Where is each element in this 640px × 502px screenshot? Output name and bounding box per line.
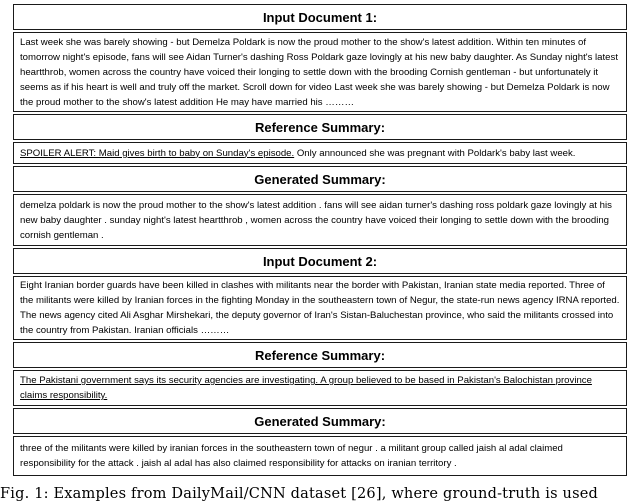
reference-summary-1-plain: Only announced she was pregnant with Poldark's baby last week. — [294, 147, 576, 159]
input-document-2-header — [13, 248, 627, 274]
generated-summary-2-header — [13, 408, 627, 434]
input-document-2-title: Input Document 2: — [262, 253, 378, 269]
reference-summary-2-text: The Pakistani government says its security agencies are investigating. A group believed to be based in Pakistan's Balochistan province claims responsibility. — [20, 375, 592, 401]
generated-summary-1-text: demelza poldark is now the proud mother to the show's latest addition . fans will see aidan turner's dashing ross poldark gaze lovingly at his new baby daughter . sunday night's latest heartthrob , women across the country have voiced their longing to settle down with the brooding cornish gentleman . — [20, 199, 612, 241]
input-document-1-body — [13, 32, 627, 112]
reference-summary-1-text — [20, 146, 620, 161]
generated-summary-2-title: Generated Summary: — [254, 413, 386, 429]
generated-summary-1-title: Generated Summary: — [254, 171, 386, 187]
reference-summary-1-title: Reference Summary: — [254, 119, 386, 135]
input-document-1-title: Input Document 1: — [262, 9, 378, 25]
generated-summary-1-header — [13, 166, 627, 192]
input-document-1-header — [13, 4, 627, 30]
reference-summary-2-body — [13, 370, 627, 406]
reference-summary-2-header — [13, 342, 627, 368]
input-document-1-text: Last week she was barely showing - but Demelza Poldark is now the proud mother to the show's latest addition. Within ten minutes of tomorrow night's episode, fans will see Aidan Turner's dashing Ross Poldark gaze lovingly at his new baby daughter. As Sunday night's latest heartthrob, women across the country have voiced their longing to settle down with the brooding Cornish gentleman - but unfortunately it seems as if his heart is well and truly off the market. Scroll down for video Last week she was barely showing - but Demelza Poldark is now the proud mother to the show's latest addition He may have married his ……… — [20, 36, 618, 108]
input-document-2-text: Eight Iranian border guards have been killed in clashes with militants near the border with Pakistan, Iranian state media reported. Three of the militants were killed by Iranian forces in the fighting Monday in the southeastern town of Negur, the state-run news agency IRNA reported. The news agency cited Ali Asghar Mirshekari, the deputy governor of Iran's Sistan-Baluchestan province, who said the militants crossed into the country from Pakistan. Iranian officials ……… — [20, 280, 620, 336]
reference-summary-2-title: Reference Summary: — [254, 347, 386, 363]
input-document-2-body — [13, 276, 627, 340]
reference-summary-1-underlined: SPOILER ALERT: Maid gives birth to baby on Sunday's episode. — [20, 147, 295, 159]
generated-summary-2-body — [13, 436, 627, 476]
reference-summary-1-body — [13, 142, 627, 164]
generated-summary-2-text: three of the militants were killed by iranian forces in the southeastern town of negur . a militant group called jaish al adal claimed responsibility for the attack . jaish al adal has also claimed responsibility for attacks on iranian territory . — [20, 443, 563, 469]
figure-caption: Fig. 1: Examples from DailyMail/CNN dataset [26], where ground-truth is used — [0, 486, 598, 502]
reference-summary-1-header — [13, 114, 627, 140]
generated-summary-1-body — [13, 194, 627, 246]
